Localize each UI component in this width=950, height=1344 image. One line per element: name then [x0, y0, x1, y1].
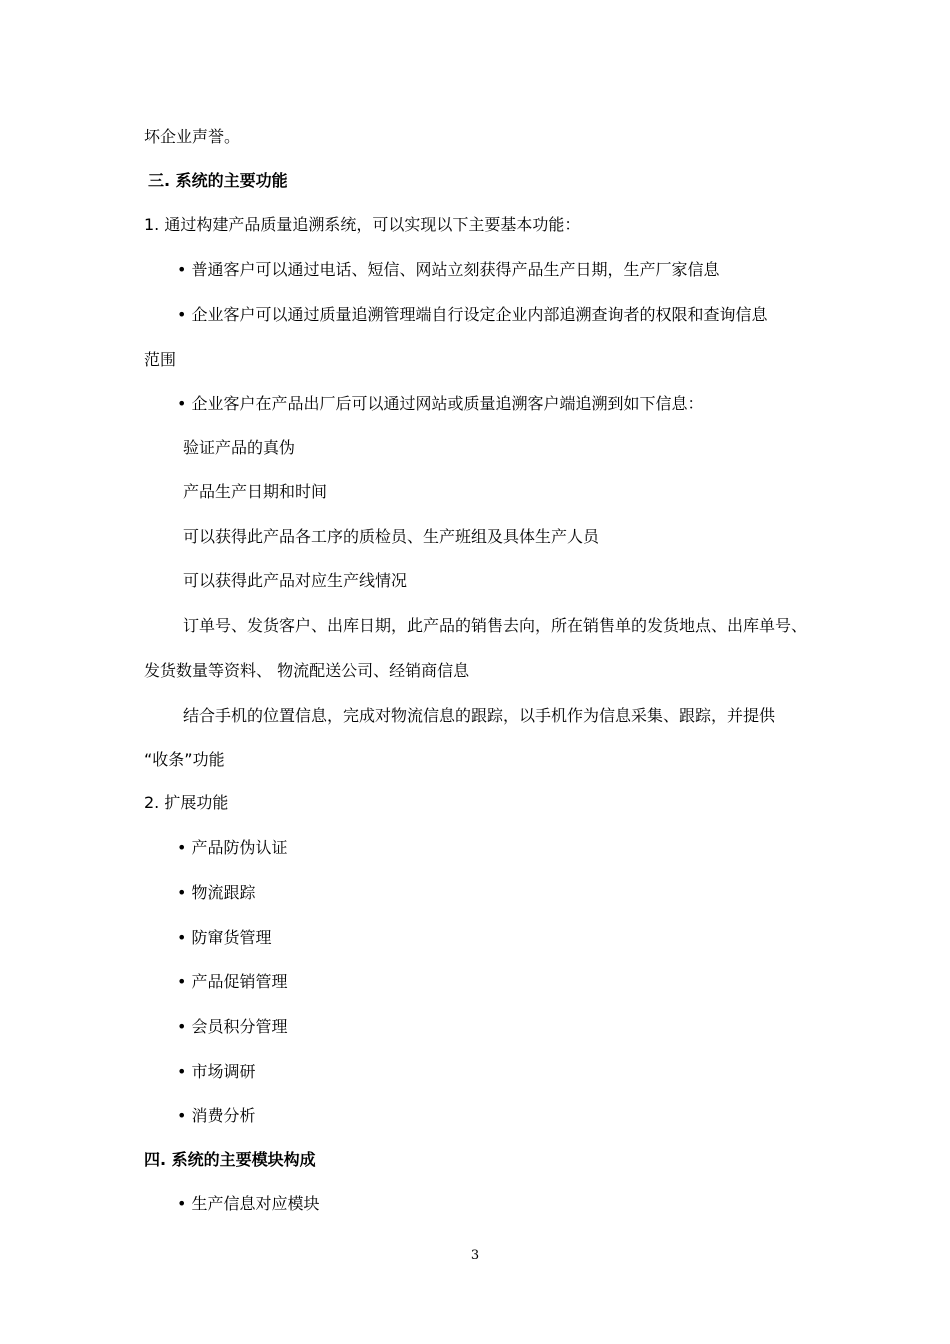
section-heading-modules: 四. 系统的主要模块构成 [144, 1150, 316, 1169]
bullet-item: • 物流跟踪 [177, 883, 256, 903]
bullet-item: • 产品促销管理 [177, 972, 288, 992]
sub-item: 可以获得此产品各工序的质检员、生产班组及具体生产人员 [183, 527, 600, 546]
section-heading-main-functions: 三. 系统的主要功能 [148, 171, 288, 190]
numbered-item-extended-functions: 2. 扩展功能 [144, 793, 229, 812]
bullet-item: • 生产信息对应模块 [177, 1194, 320, 1214]
sub-item: 验证产品的真伪 [183, 438, 296, 457]
numbered-item-basic-functions: 1. 通过构建产品质量追溯系统，可以实现以下主要基本功能： [144, 215, 581, 234]
page-number: 3 [470, 1248, 480, 1263]
bullet-item: • 普通客户可以通过电话、短信、网站立刻获得产品生产日期，生产厂家信息 [177, 260, 720, 280]
paragraph-continuation: 坏企业声誉。 [144, 127, 241, 146]
bullet-item: • 市场调研 [177, 1062, 256, 1082]
sub-item: 可以获得此产品对应生产线情况 [183, 571, 408, 590]
bullet-item: • 防窜货管理 [177, 928, 272, 948]
bullet-item: • 会员积分管理 [177, 1017, 288, 1037]
sub-item: 产品生产日期和时间 [183, 482, 328, 501]
bullet-item: • 企业客户在产品出厂后可以通过网站或质量追溯客户端追溯到如下信息： [177, 394, 704, 414]
bullet-item: • 产品防伪认证 [177, 838, 288, 858]
paragraph-continuation: “收条”功能 [144, 750, 225, 769]
sub-item: 结合手机的位置信息，完成对物流信息的跟踪，以手机作为信息采集、跟踪，并提供 [183, 706, 776, 725]
paragraph-continuation: 范围 [144, 350, 177, 369]
sub-item: 订单号、发货客户、出库日期，此产品的销售去向，所在销售单的发货地点、出库单号、 [183, 616, 808, 635]
bullet-item: • 企业客户可以通过质量追溯管理端自行设定企业内部追溯查询者的权限和查询信息 [177, 305, 768, 325]
bullet-item: • 消费分析 [177, 1106, 256, 1126]
paragraph-continuation: 发货数量等资料、 物流配送公司、经销商信息 [144, 661, 470, 680]
